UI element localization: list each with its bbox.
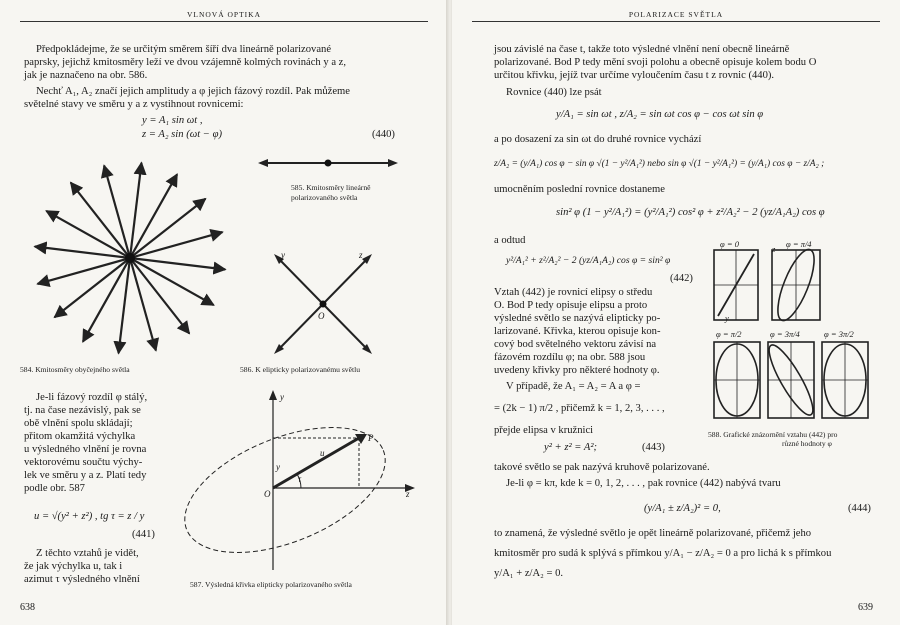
fig587-label-u: u [320, 448, 325, 458]
fig588-label-3: φ = 3π/4 [770, 329, 800, 339]
left-para3-line6: vektorovému součtu výchy- [24, 457, 143, 468]
left-para4-line1: Z těchto vztahů je vidět, [36, 548, 139, 559]
left-page [0, 0, 448, 625]
left-running-header: VLNOVÁ OPTIKA [20, 10, 428, 22]
eq444: (y/A₁ ± z/A₂)² = 0, [644, 503, 721, 514]
fig584-ray [119, 258, 131, 353]
fig588-label-4: φ = 3π/2 [824, 329, 854, 339]
fig584-ray [35, 247, 130, 259]
fig584-ray [130, 258, 225, 270]
fig588-label-2: φ = π/2 [716, 329, 742, 339]
right-line-kruhove: takové světlo se pak nazývá kruhově polarizované. [494, 462, 710, 473]
right-para2-line9: = (2k − 1) π/2 , přičemž k = 1, 2, 3, . . . , [494, 403, 665, 414]
fig584-ray [83, 258, 130, 342]
fig584-ray [38, 258, 131, 284]
eq441: u = √(y² + z²) , tg τ = z / y [34, 511, 145, 522]
fig584-ray [130, 232, 223, 258]
left-para3-line4: přitom okamžitá výchylka [24, 431, 136, 442]
fig584-ray [130, 199, 206, 258]
eq442-number: (442) [670, 273, 693, 284]
right-para2-line6: fázovém rozdílu φ; na obr. 588 jsou [494, 352, 646, 363]
fig584-ray [104, 166, 130, 259]
fig586-label-o: O [318, 311, 325, 321]
left-para4-line3: azimut τ výsledného vlnění [24, 574, 140, 585]
right-para2-line2: O. Bod P tedy opisuje elipsu a proto [494, 300, 648, 311]
left-para3-line2: tj. na čase nezávislý, pak se [24, 405, 141, 416]
fig586-label-y: y [281, 250, 285, 260]
right-para2-line3: výsledné světlo se nazývá elipticky po- [494, 313, 661, 324]
cap588-line2: různé hodnoty φ [782, 439, 832, 448]
right-line-dosazeni: a po dosazení za sin ωt do druhé rovnice vychází [494, 134, 702, 145]
left-para1-line1: Předpokládejme, že se určitým směrem šíří dva lineárně polarizované [36, 44, 332, 55]
right-para1-line3: určitou křivku, jejíž tvar určíme vyloučením času t z rovnic (440). [494, 70, 775, 81]
right-para1-line2: polarizované. Bod P tedy mění svoji polohu a obecně opisuje kolem bodu O [494, 57, 817, 68]
fig588-label-1: φ = π/4 [786, 239, 812, 249]
right-para2-line7: uvedeny křivky pro některé hodnoty φ. [494, 365, 660, 376]
fig587-diagram [175, 390, 415, 580]
left-para3-line3: obě vlnění spolu skládají; [24, 418, 133, 429]
left-para2-line1: Nechť A₁, A₂ značí jejich amplitudy a φ jejich fázový rozdíl. Pak můžeme [36, 86, 350, 97]
fig584-ray [130, 258, 214, 305]
right-para2-line8: V případě, že A₁ = A₂ = A a φ = [506, 381, 641, 392]
right-line-umocneni: umocněním poslední rovnice dostaneme [494, 184, 665, 195]
eq444-number: (444) [848, 503, 871, 514]
left-para3-line1: Je-li fázový rozdíl φ stálý, [36, 392, 148, 403]
eq-b: z/A₂ = (y/A₁) cos φ − sin φ √(1 − y²/A₁²) nebo sin φ √(1 − y²/A₁²) = (y/A₁) cos φ − z/A₂ ; [494, 159, 825, 169]
right-line-rovnice: Rovnice (440) lze psát [506, 87, 602, 98]
right-para3-line3: y/A₁ + z/A₂ = 0. [494, 568, 564, 579]
left-para4-line2: že jak výchylka u, tak i [24, 561, 123, 572]
fig584-ray [130, 258, 189, 334]
fig584-ray [55, 258, 131, 317]
eq441-number: (441) [132, 529, 155, 540]
right-para1-line1: jsou závislé na čase t, takže toto výsledné vlnění není obecně lineárně [494, 44, 790, 55]
right-line-odtud: a odtud [494, 235, 526, 246]
left-para3-line5: u výsledného vlnění je rovna [24, 444, 147, 455]
eq440-number: (440) [372, 129, 395, 140]
fig588-axis-z: z [772, 244, 776, 254]
fig587-label-y-axis: y [280, 392, 284, 402]
fig587-label-p: P [368, 433, 374, 443]
cap586: 586. K elipticky polarizovanému světlu [240, 365, 360, 374]
fig587-label-y-comp: y [276, 462, 280, 472]
eq442: y²/A₁² + z²/A₂² − 2 (yz/A₁A₂) cos φ = sin² φ [506, 255, 671, 266]
eq440-line1: y = A₁ sin ωt , [142, 115, 203, 126]
eq443-number: (443) [642, 442, 665, 453]
fig586-diagram [268, 250, 378, 360]
fig587-label-tau: τ [298, 474, 302, 484]
fig584-ray [130, 258, 156, 351]
eq-c: sin² φ (1 − y²/A₁²) = (y²/A₁²) cos² φ + z²/A₂² − 2 (yz/A₁A₂) cos φ [556, 207, 825, 218]
fig584-ray [46, 211, 130, 258]
fig584-ray [130, 163, 142, 258]
cap588-line1: 588. Grafické znázornění vztahu (442) pro [708, 430, 838, 439]
fig587-label-o: O [264, 489, 271, 499]
right-running-header: POLARIZACE SVĚTLA [472, 10, 880, 22]
right-line-jeli: Je-li φ = kπ, kde k = 0, 1, 2, . . . , pak rovnice (442) nabývá tvaru [506, 478, 781, 489]
fig588-label-0: φ = 0 [720, 239, 739, 249]
right-para3-line1: to znamená, že výsledné světlo je opět lineárně polarizované, přičemž jeho [494, 528, 812, 539]
left-para3-line7: lek ve směru y a z. Platí tedy [24, 470, 147, 481]
fig584-star [30, 158, 230, 358]
cap585-line1: 585. Kmitosměry lineárně [291, 183, 371, 192]
fig588-axis-y: y [725, 313, 729, 323]
eq443: y² + z² = A²; [544, 442, 598, 453]
fig588-diagram [710, 246, 880, 426]
eq-a: y/A₁ = sin ωt , z/A₂ = sin ωt cos φ − cos ωt sin φ [556, 109, 764, 120]
eq440-line2: z = A₂ sin (ωt − φ) [142, 129, 222, 140]
cap587: 587. Výsledná křivka elipticky polarizovaného světla [190, 580, 352, 589]
fig584-ray [71, 183, 130, 259]
fig585-line [258, 158, 398, 168]
right-para2-line10: přejde elipsa v kružnici [494, 425, 594, 436]
left-para1-line2: paprsky, jejichž kmitosměry leží ve dvou vzájemně kolmých rovinách y a z, [24, 57, 347, 68]
left-para2-line2: světelné stavy ve směru y a z vystihnout rovnicemi: [24, 99, 244, 110]
right-para2-line5: cový bod světelného vektoru závisí na [494, 339, 657, 350]
left-para3-line8: podle obr. 587 [24, 483, 85, 494]
right-para2-line1: Vztah (442) je rovnicí elipsy o středu [494, 287, 653, 298]
fig584-ray [130, 174, 177, 258]
left-para1-line3: jak je naznačeno na obr. 586. [24, 70, 148, 81]
fig586-label-z: z [359, 250, 363, 260]
fig587-label-z-axis: z [406, 489, 410, 499]
cap585-line2: polarizovaného světla [291, 193, 358, 202]
right-para2-line4: larizované. Křivka, kterou opisuje kon- [494, 326, 661, 337]
cap584: 584. Kmitosměry obyčejného světla [20, 365, 130, 374]
left-page-number: 638 [20, 602, 35, 613]
right-page [452, 0, 900, 625]
right-page-number: 639 [858, 602, 873, 613]
right-para3-line2: kmitosměr pro sudá k splývá s přímkou y/A₁ − z/A₂ = 0 a pro lichá k s přímkou [494, 548, 832, 559]
